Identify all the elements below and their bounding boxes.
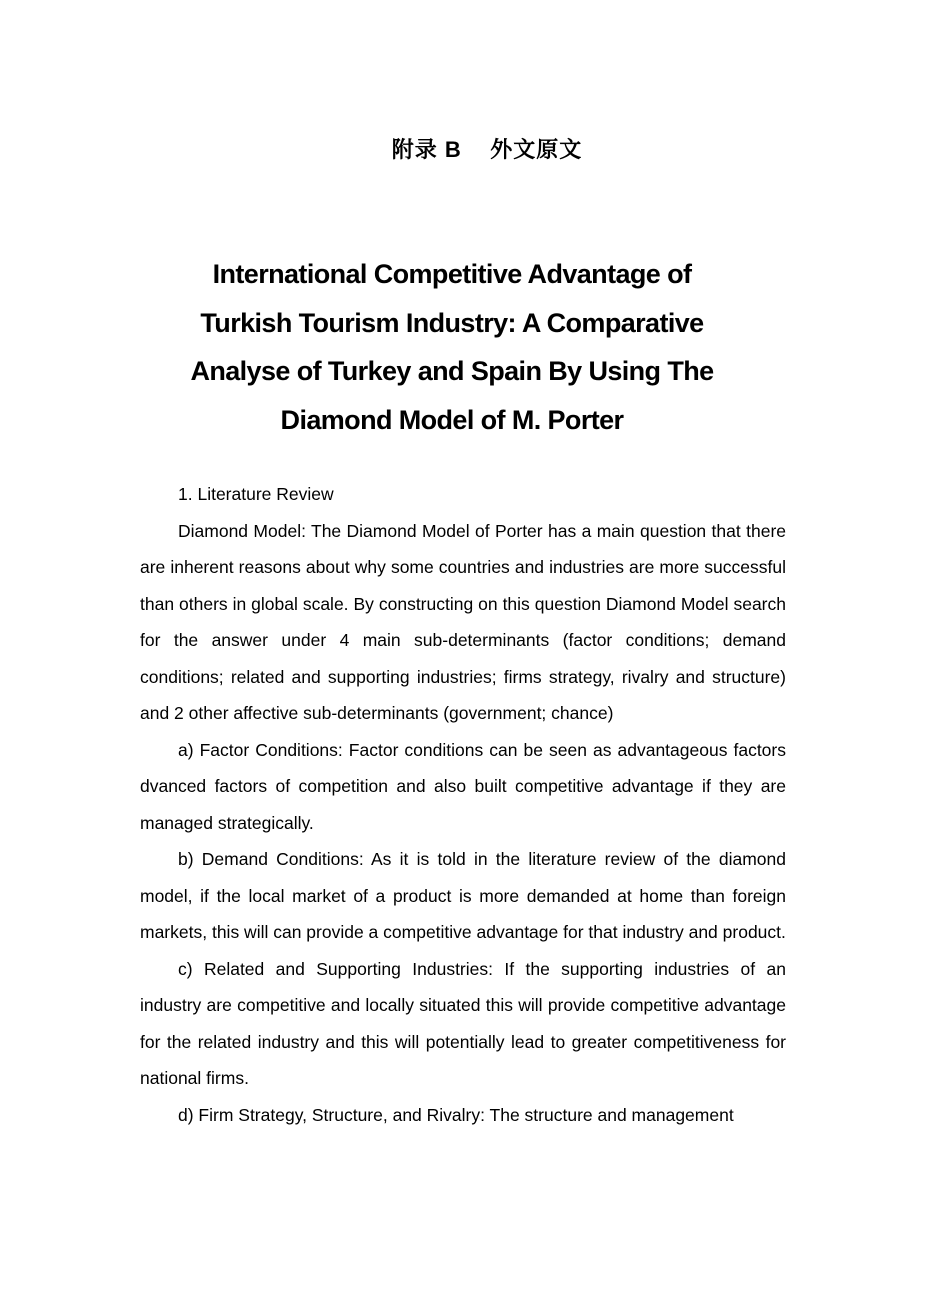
paper-title: [140, 250, 764, 444]
paragraph-factor-conditions: a) Factor Conditions: Factor conditions can be seen as advantageous factors dvanced factors of competition and also built competitive advantage if they are managed strategically.: [140, 739, 786, 833]
title-line-2: Turkish Tourism Industry: A Comparative: [200, 307, 704, 338]
body-text: [140, 476, 786, 1133]
paragraph-diamond-model: Diamond Model: The Diamond Model of Porter has a main question that there are inherent reasons about why some countries and industries are more successful than others in global scale. By constructing on this question Diamond Model search for the answer under 4 main sub-determinants (factor conditions; demand conditions; related and supporting industries; firms strategy, rivalry and structure) and 2 other affective sub-determinants (government; chance): [140, 520, 786, 723]
section-heading: 1. Literature Review: [178, 484, 334, 504]
paragraph-firm-strategy: d) Firm Strategy, Structure, and Rivalry: The structure and management: [178, 1104, 734, 1125]
paragraph-demand-conditions: b) Demand Conditions: As it is told in the literature review of the diamond model, if the local market of a product is more demanded at home than foreign markets, this will can provide a competitive advantage for that industry and product.: [140, 849, 786, 942]
title-line-4: Diamond Model of M. Porter: [280, 404, 624, 435]
title-line-3: Analyse of Turkey and Spain By Using The: [190, 356, 714, 386]
title-line-1: International Competitive Advantage of: [212, 259, 692, 289]
appendix-heading: 附录 B 外文原文: [391, 137, 583, 162]
paragraph-related-industries: c) Related and Supporting Industries: If the supporting industries of an industry are competitive and locally situated this will provide competitive advantage for the related industry and this will potentially lead to greater competitiveness for national firms.: [140, 958, 786, 1088]
